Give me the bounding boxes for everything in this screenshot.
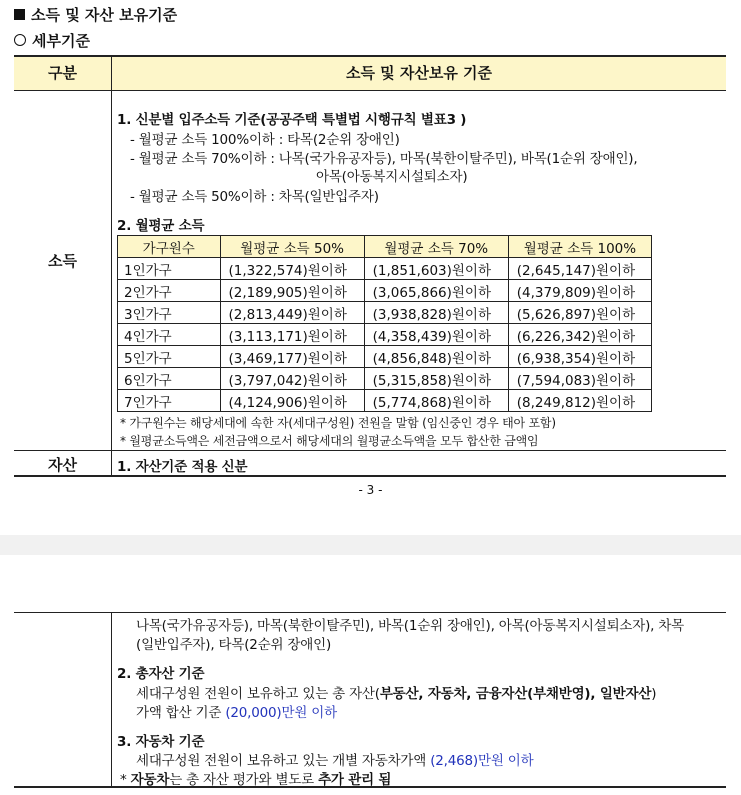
header-category: 구분 <box>48 64 77 82</box>
table-cell: (1,851,603)원이하 <box>364 258 508 280</box>
total-asset-line1-c: ) <box>651 686 657 702</box>
income-note-1: * 가구원수는 해당세대에 속한 자(세대구성원) 전원을 말함 (임신중인 경우 태아 포함) <box>120 416 556 430</box>
income-table-header <box>118 236 652 258</box>
vehicle-title: 3. 자동차 기준 <box>117 734 205 750</box>
table-cell: (4,379,809)원이하 <box>508 280 651 302</box>
table-cell: (2,645,147)원이하 <box>508 258 651 280</box>
income-section2-title: 2. 월평균 소득 <box>117 218 205 234</box>
table-cell: (4,856,848)원이하 <box>364 346 508 368</box>
page2-cont-line-a: 나목(국가유공자등), 마목(북한이탈주민), 바목(1순위 장애인), 아목(아동복지시설퇴소자), 차목 <box>136 618 685 634</box>
page2-column-divider <box>111 612 112 787</box>
table-cell: 5인가구 <box>118 346 221 368</box>
table-cell: (6,938,354)원이하 <box>508 346 651 368</box>
column-divider <box>111 55 112 476</box>
heading2-text: 세부기준 <box>32 32 90 50</box>
vehicle-note <box>120 768 391 788</box>
total-asset-line1-b: 부동산, 자동차, 금융자산(부채반영), 일반자산 <box>379 686 652 702</box>
vehicle-line1 <box>136 749 533 769</box>
table-cell: (7,594,083)원이하 <box>508 368 651 390</box>
col-50: 월평균 소득 50% <box>220 236 364 258</box>
income-section1-title: 1. 신분별 입주소득 기준(공공주택 특별법 시행규칙 별표3 ) <box>117 112 467 128</box>
table-cell: (2,813,449)원이하 <box>220 302 364 324</box>
total-asset-line2-a: 가액 합산 기준 <box>136 705 226 721</box>
category-income: 소득 <box>48 252 77 270</box>
table-cell: 7인가구 <box>118 390 221 412</box>
table-cell: (3,797,042)원이하 <box>220 368 364 390</box>
table-cell: (3,065,866)원이하 <box>364 280 508 302</box>
total-asset-line1-a: 세대구성원 전원이 보유하고 있는 총 자산( <box>136 686 380 702</box>
table-cell: 2인가구 <box>118 280 221 302</box>
table-cell: (6,226,342)원이하 <box>508 324 651 346</box>
income-line-100: - 월평균 소득 100%이하 : 타목(2순위 장애인) <box>130 132 400 148</box>
header-criteria: 소득 및 자산보유 기준 <box>345 64 493 82</box>
table-cell: 3인가구 <box>118 302 221 324</box>
income-line-70b: 아목(아동복지시설퇴소자) <box>316 169 468 185</box>
total-asset-title: 2. 총자산 기준 <box>117 666 205 682</box>
col-household: 가구원수 <box>118 236 221 258</box>
table-cell: (1,322,574)원이하 <box>220 258 364 280</box>
table-cell: (3,469,177)원이하 <box>220 346 364 368</box>
table-header-row <box>14 57 726 90</box>
col-100: 월평균 소득 100% <box>508 236 651 258</box>
page2-cont-line-b: (일반입주자), 타목(2순위 장애인) <box>136 637 332 653</box>
table-cell: (5,315,858)원이하 <box>364 368 508 390</box>
circle-bullet-icon <box>14 34 26 46</box>
page2-top-border <box>14 612 726 613</box>
category-asset: 자산 <box>48 456 77 474</box>
vehicle-note-a: * <box>120 772 131 788</box>
table-cell: (4,124,906)원이하 <box>220 390 364 412</box>
income-line-70a: - 월평균 소득 70%이하 : 나목(국가유공자등), 마목(북한이탈주민), 바목(1순위 장애인), <box>130 151 638 167</box>
table-cell: (5,626,897)원이하 <box>508 302 651 324</box>
table-bottom-border <box>14 475 726 477</box>
table-row <box>118 258 652 280</box>
vehicle-note-c: 는 총 자산 평가와 별도로 <box>169 772 319 788</box>
page-separator <box>0 535 741 555</box>
heading-income-asset <box>14 4 177 25</box>
table-cell: (8,249,812)원이하 <box>508 390 651 412</box>
table-cell: 1인가구 <box>118 258 221 280</box>
table-top-border <box>14 55 726 57</box>
vehicle-note-d: 추가 관리 됨 <box>318 772 392 788</box>
income-line-50: - 월평균 소득 50%이하 : 차목(일반입주자) <box>130 189 379 205</box>
vehicle-line1-a: 세대구성원 전원이 보유하고 있는 개별 자동차가액 <box>136 753 431 769</box>
table-row <box>118 324 652 346</box>
heading-detail-criteria <box>14 30 90 51</box>
total-asset-line2 <box>136 701 337 721</box>
table-row <box>118 390 652 412</box>
square-bullet-icon <box>14 9 25 20</box>
asset-section1-title: 1. 자산기준 적용 신분 <box>117 459 248 475</box>
total-asset-limit: (20,000)만원 이하 <box>225 705 337 721</box>
total-asset-line1 <box>136 682 656 702</box>
page-number: - 3 - <box>358 483 383 497</box>
table-row <box>118 280 652 302</box>
table-cell: 4인가구 <box>118 324 221 346</box>
table-row <box>118 346 652 368</box>
table-cell: (3,938,828)원이하 <box>364 302 508 324</box>
header-bottom-border <box>14 90 726 91</box>
vehicle-note-b: 자동차 <box>130 772 170 788</box>
table-cell: (5,774,868)원이하 <box>364 390 508 412</box>
table-row <box>118 302 652 324</box>
table-cell: (2,189,905)원이하 <box>220 280 364 302</box>
table-cell: (3,113,171)원이하 <box>220 324 364 346</box>
income-table <box>117 235 652 412</box>
heading1-text: 소득 및 자산 보유기준 <box>31 6 178 24</box>
income-bottom-border <box>14 450 726 451</box>
table-row <box>118 368 652 390</box>
col-70: 월평균 소득 70% <box>364 236 508 258</box>
table-cell: 6인가구 <box>118 368 221 390</box>
table-cell: (4,358,439)원이하 <box>364 324 508 346</box>
vehicle-limit: (2,468)만원 이하 <box>430 753 534 769</box>
income-note-2: * 월평균소득액은 세전금액으로서 해당세대의 월평균소득액을 모두 합산한 금액임 <box>120 434 539 448</box>
